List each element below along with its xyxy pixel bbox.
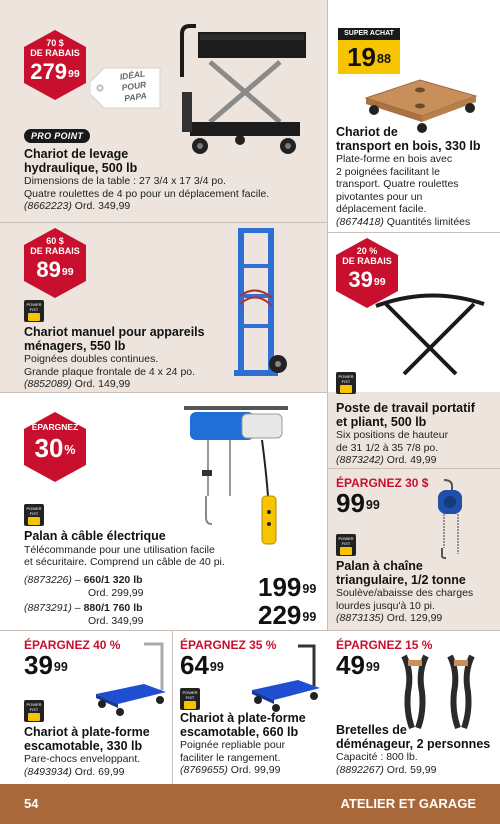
product-desc: Soulève/abaisse des charges — [336, 587, 474, 599]
product-title: Chariot de — [336, 125, 398, 139]
regular-price: Ord. 59,99 — [386, 763, 437, 776]
work-stand-image — [372, 286, 488, 376]
page-number: 54 — [24, 796, 39, 811]
variant-1-price: $199^{99}$ — [258, 572, 317, 602]
regular-price: Ord. 349,99 — [74, 200, 131, 212]
sale-price: $49^{99}$ — [336, 650, 380, 680]
power-fist-logo: POWER FIST — [336, 534, 356, 556]
product-desc: Six positions de hauteur — [336, 429, 449, 441]
product-desc: lourdes jusqu'à 10 pi. — [336, 599, 435, 612]
product-title: triangulaire, 1/2 tonne — [336, 572, 466, 587]
sale-price: $99^{99}$ — [336, 488, 380, 518]
product-desc: Grande plaque frontale de 4 x 24 po. — [24, 365, 196, 378]
sale-price: $19^{88}$ — [338, 40, 400, 74]
divider — [0, 222, 327, 223]
badge-percent: 30% — [34, 433, 76, 463]
product-title: Palan à câble électrique — [24, 529, 166, 543]
sku: (8873242) — [336, 454, 384, 466]
product-desc: Télécommande pour une utilisation facile — [24, 543, 215, 556]
variant-2-price: $229^{99}$ — [258, 600, 317, 630]
product-title: Chariot à plate-forme — [24, 725, 150, 739]
product-title: escamotable, 330 lb — [24, 738, 143, 753]
product-desc: pivotantes pour un — [336, 190, 423, 203]
tag-line: IDÉAL — [119, 68, 146, 82]
platform-cart-image — [248, 640, 324, 714]
variant-1: (8873226) – 660/1 320 lb Ord. 299,99 — [24, 574, 144, 599]
product-title: Palan à chaîne — [336, 559, 423, 573]
variant-2: (8873291) – 880/1 760 lb Ord. 349,99 — [24, 602, 144, 627]
savings-label: ÉPARGNEZ 30 $ — [336, 476, 429, 490]
badge-label: DE RABAIS — [342, 256, 392, 266]
product-desc: Poignées doubles continues. — [24, 353, 159, 365]
divider — [327, 232, 500, 233]
badge-label: DE RABAIS — [30, 48, 80, 58]
discount-badge — [24, 228, 86, 298]
product-desc: Quatre roulettes de 4 po pour un déplacement facile. — [24, 187, 270, 200]
power-fist-logo: POWER FIST — [24, 504, 44, 526]
sku: (8662223) — [24, 200, 72, 212]
product-title: Poste de travail portatif — [336, 401, 475, 415]
badge-label: DE RABAIS — [30, 246, 80, 256]
product-desc: Dimensions de la table : 27 3/4 x 17 3/4 po. — [24, 175, 226, 187]
product-title: Bretelles de — [336, 723, 407, 737]
product-title: Chariot à plate-forme — [180, 711, 306, 725]
badge-label: SUPER ACHAT — [338, 28, 400, 40]
regular-price: Ord. 49,99 — [386, 454, 437, 466]
sku: (8852089) — [24, 378, 72, 390]
product-title: Chariot manuel pour appareils — [24, 325, 205, 339]
product-desc: 2 poignées facilitant le — [336, 165, 440, 178]
platform-cart-image — [92, 640, 170, 718]
product-desc: Pare-chocs enveloppant. — [24, 753, 141, 765]
regular-price: Ord. 129,99 — [386, 612, 443, 624]
badge-amount: 60 $ — [46, 236, 64, 246]
divider — [0, 392, 327, 393]
savings-label: ÉPARGNEZ 35 % — [180, 638, 277, 652]
product-title: déménageur, 2 personnes — [336, 736, 491, 751]
badge-amount: 20 % — [356, 246, 378, 256]
savings-label: ÉPARGNEZ 15 % — [336, 638, 433, 652]
sku: (8873135) — [336, 612, 384, 624]
product-title: escamotable, 660 lb — [180, 724, 299, 739]
gift-tag — [90, 64, 162, 112]
section-title: ATELIER ET GARAGE — [340, 796, 476, 811]
tag-line: POUR — [121, 79, 147, 93]
sale-price: $89^{99}$ — [36, 257, 74, 282]
divider — [0, 630, 500, 631]
vertical-divider — [327, 0, 328, 630]
badge-amount: 70 $ — [46, 38, 64, 48]
product-desc: Plate-forme en bois avec — [336, 153, 453, 165]
product-title: hydraulique, 500 lb — [24, 160, 138, 175]
product-desc: et sécuritaire. Comprend un câble de 40 pi. — [24, 556, 225, 568]
product-title: transport en bois, 330 lb — [336, 138, 481, 153]
super-buy-badge — [338, 28, 400, 74]
discount-badge — [24, 30, 86, 100]
power-fist-logo: POWER FIST — [336, 372, 356, 394]
power-fist-logo: POWER FIST — [180, 688, 200, 710]
sale-price: $279^{99}$ — [30, 59, 80, 84]
product-desc: transport. Quatre roulettes — [336, 178, 459, 190]
product-title: et pliant, 500 lb — [336, 414, 427, 429]
product-title: Chariot de levage — [24, 147, 129, 161]
product-desc: faciliter le rangement. — [180, 751, 281, 764]
product-title: ménagers, 550 lb — [24, 338, 126, 353]
badge-label: ÉPARGNEZ — [31, 422, 79, 432]
sku: (8493934) — [24, 765, 72, 778]
brand-logo: PRO POINT — [24, 129, 90, 143]
power-fist-logo: POWER FIST — [24, 300, 44, 322]
sku: (8769655) — [180, 764, 228, 776]
sale-price: $64^{99}$ — [180, 650, 224, 680]
moving-straps-image — [398, 652, 480, 732]
divider — [327, 468, 500, 469]
regular-price: Ord. 69,99 — [74, 765, 125, 778]
product-desc: de 31 1/2 à 35 7/8 po. — [336, 441, 439, 454]
regular-price: Ord. 99,99 — [230, 764, 281, 776]
sku: (8892267) — [336, 763, 384, 776]
power-fist-logo: POWER FIST — [24, 700, 44, 722]
regular-price: Ord. 149,99 — [74, 378, 131, 390]
product-desc: déplacement facile. — [336, 203, 427, 215]
tag-line: PAPA — [123, 90, 148, 104]
chain-hoist-image — [424, 478, 474, 560]
savings-badge — [24, 412, 86, 482]
sku: (8674418) — [336, 215, 384, 228]
product-desc: Poignée repliable pour — [180, 739, 286, 751]
product-desc: Capacité : 800 lb. — [336, 751, 418, 763]
sale-price: $39^{99}$ — [24, 650, 68, 680]
page-footer — [0, 784, 500, 824]
limited-note: Quantités limitées — [386, 215, 471, 228]
sale-price: $39^{99}$ — [348, 267, 386, 292]
vertical-divider — [172, 630, 173, 784]
savings-label: ÉPARGNEZ 40 % — [24, 638, 121, 652]
